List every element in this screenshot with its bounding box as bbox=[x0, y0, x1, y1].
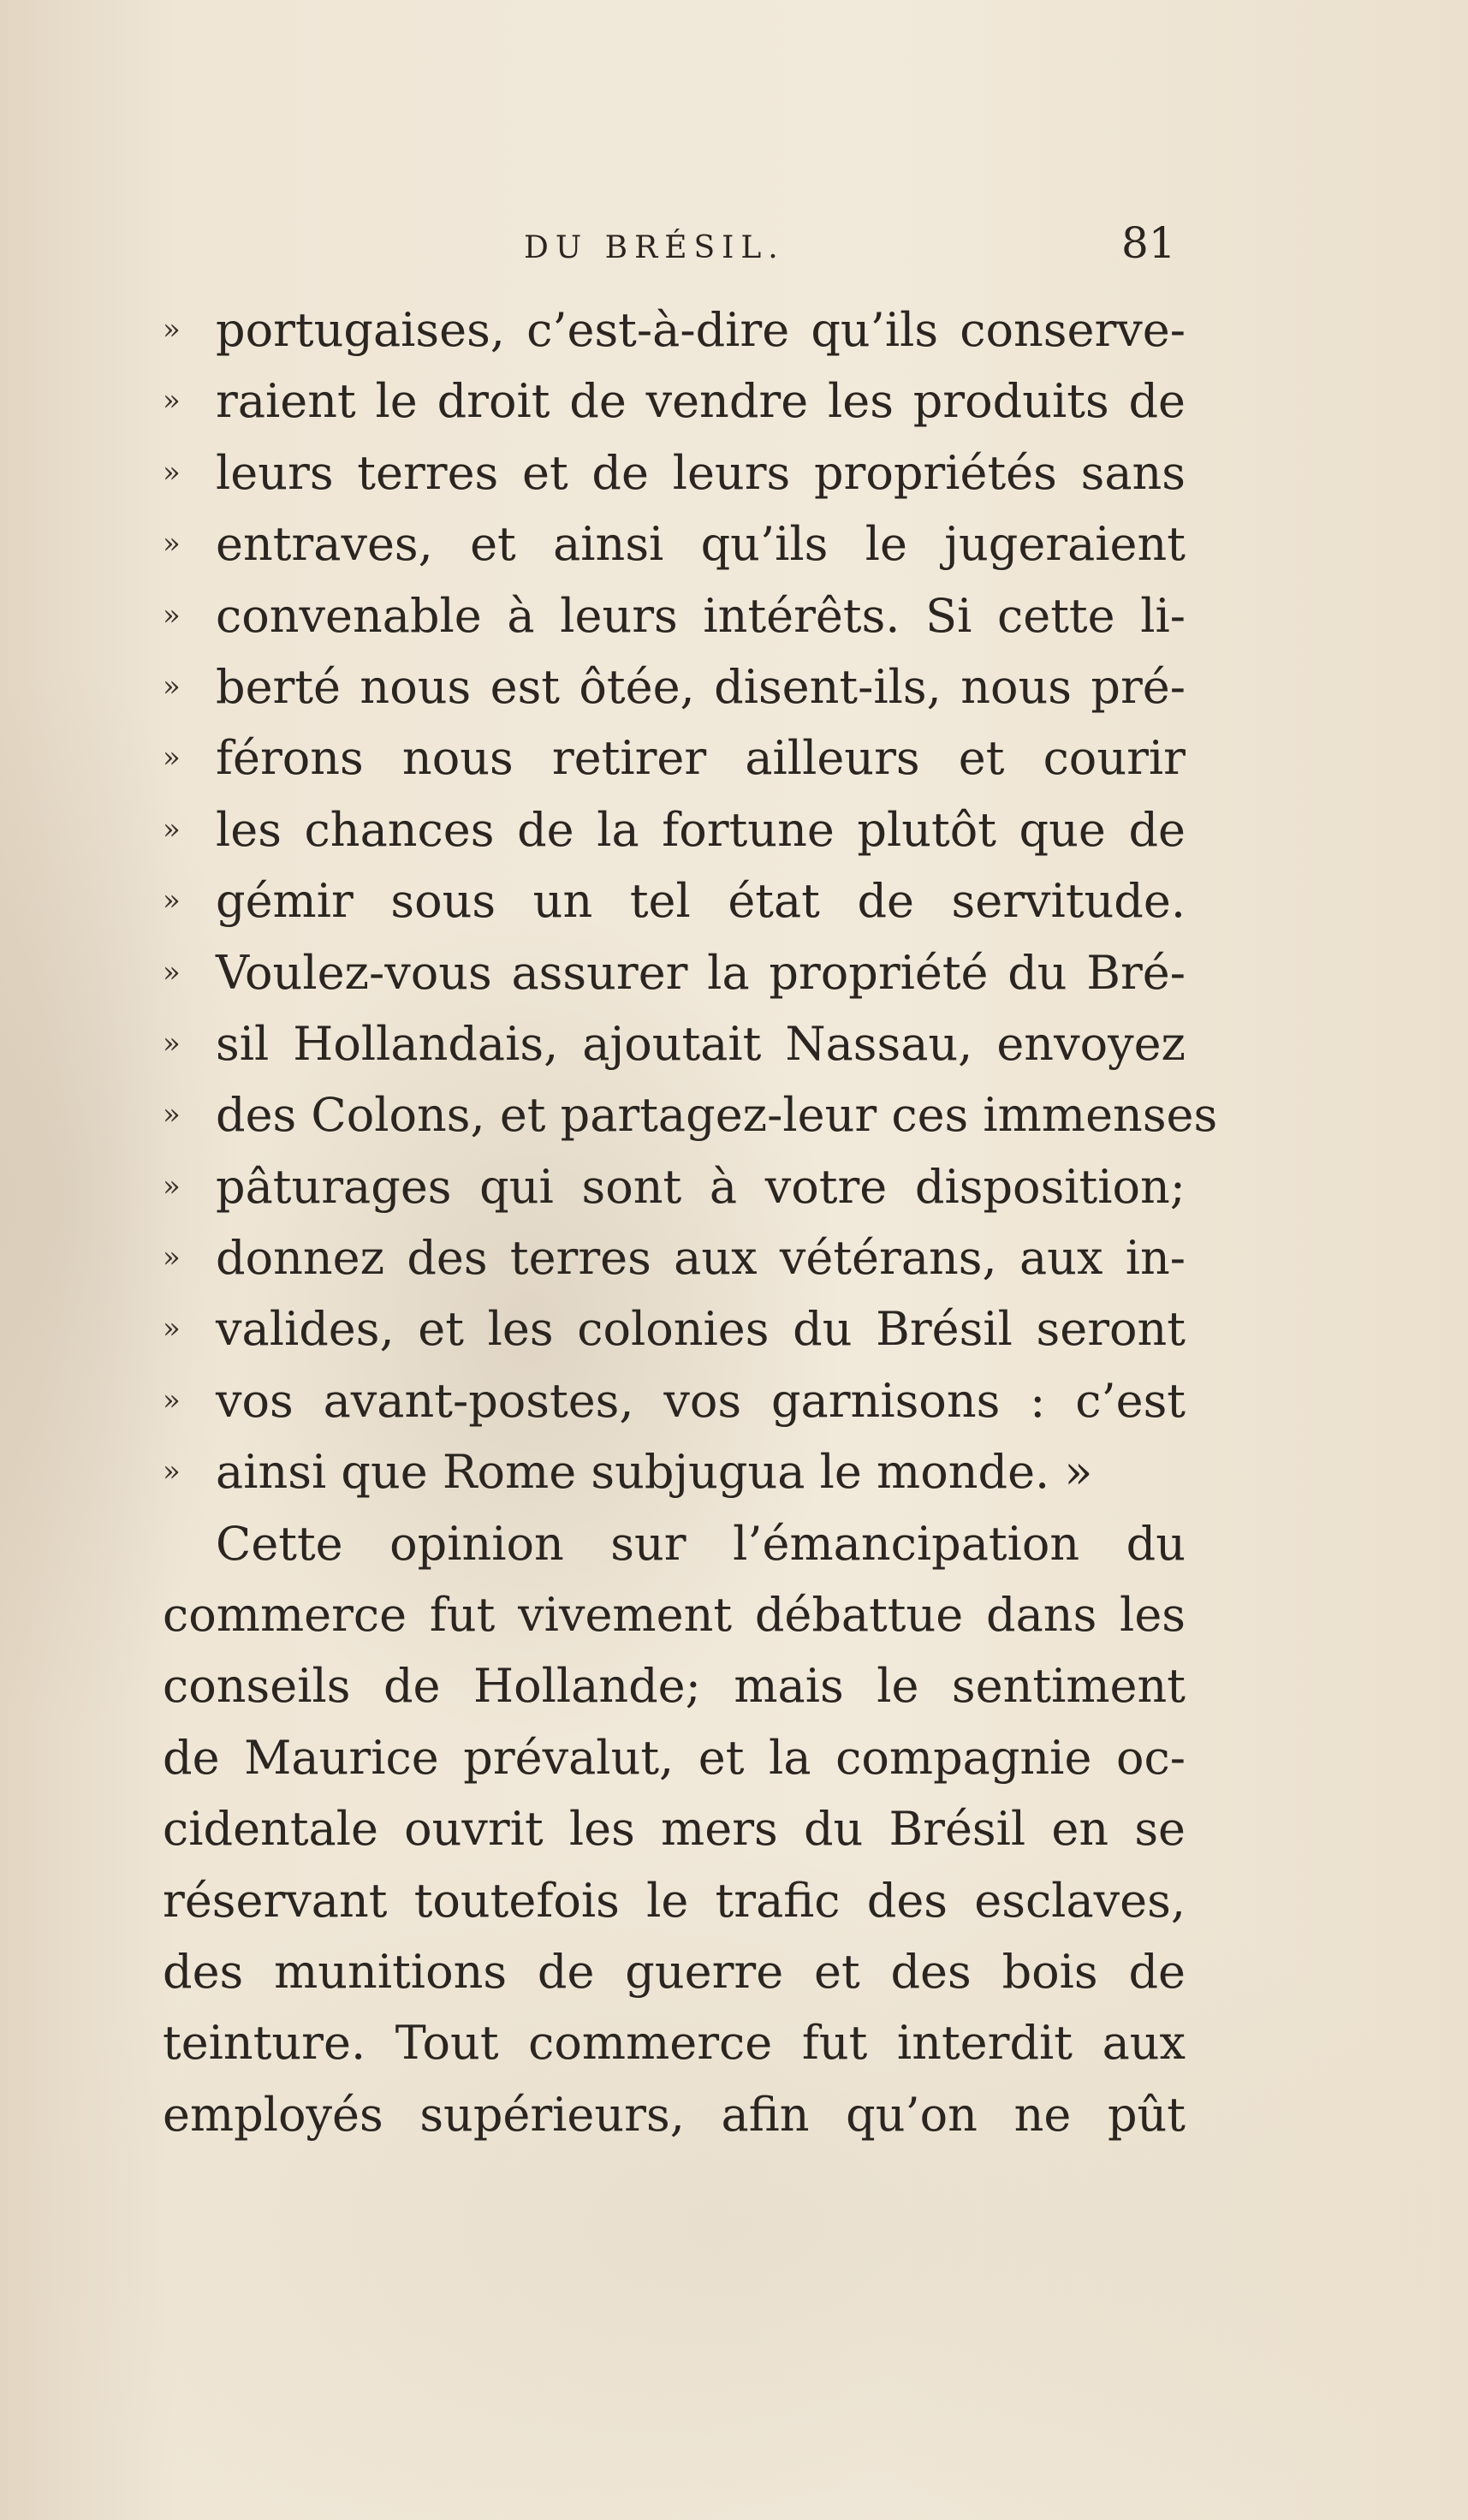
quoted-line bbox=[163, 508, 1186, 579]
quoted-line bbox=[163, 1293, 1186, 1364]
guillemet-mark: » bbox=[163, 1168, 181, 1204]
quoted-line bbox=[163, 722, 1186, 793]
guillemet-mark: » bbox=[163, 526, 181, 562]
guillemet-mark: » bbox=[163, 312, 181, 347]
quoted-line bbox=[163, 794, 1186, 865]
guillemet-mark: » bbox=[163, 883, 181, 918]
quoted-line-text: des Colons, et partagez-leur ces immenses bbox=[216, 1088, 1218, 1143]
quoted-line-text: vos avant-postes, vos garnisons : c’est bbox=[216, 1373, 1186, 1428]
guillemet-mark: » bbox=[163, 383, 181, 419]
quoted-line-text: férons nous retirer ailleurs et courir bbox=[216, 731, 1186, 786]
quoted-line-text: pâturages qui sont à votre disposition; bbox=[216, 1159, 1186, 1214]
quoted-line-text: berté nous est ôtée, disent-ils, nous pré- bbox=[216, 659, 1186, 714]
quoted-line-text: convenable à leurs intérêts. Si cette li- bbox=[216, 588, 1186, 643]
paragraph-line bbox=[163, 1793, 1186, 1864]
quoted-line bbox=[163, 1222, 1186, 1293]
quoted-line bbox=[163, 1436, 1186, 1507]
paragraph-line-text: des munitions de guerre et des bois de bbox=[163, 1944, 1186, 1999]
guillemet-mark: » bbox=[163, 1240, 181, 1275]
paragraph-line-text: de Maurice prévalut, et la compagnie oc- bbox=[163, 1730, 1186, 1785]
quoted-line-text: raient le droit de vendre les produits de bbox=[216, 374, 1186, 429]
guillemet-mark: » bbox=[163, 1311, 181, 1346]
paragraph-line-text: réservant toutefois le trafic des esclaves, bbox=[163, 1873, 1186, 1928]
quoted-line-text: sil Hollandais, ajoutait Nassau, envoyez bbox=[216, 1016, 1186, 1071]
quoted-line-text: gémir sous un tel état de servitude. bbox=[216, 874, 1186, 929]
guillemet-mark: » bbox=[163, 1025, 181, 1061]
page-number: 81 bbox=[1121, 218, 1176, 268]
quoted-line bbox=[163, 651, 1186, 722]
quoted-line bbox=[163, 865, 1186, 936]
quoted-line bbox=[163, 580, 1186, 651]
paragraph-line bbox=[163, 2007, 1186, 2078]
quoted-line-text: ainsi que Rome subjugua le monde. » bbox=[216, 1445, 1093, 1500]
quoted-line bbox=[163, 937, 1186, 1008]
quoted-line-text: Voulez-vous assurer la propriété du Bré- bbox=[216, 945, 1186, 1000]
paragraph-line bbox=[163, 1936, 1186, 2007]
guillemet-mark: » bbox=[163, 1454, 181, 1489]
paragraph-line bbox=[163, 1865, 1186, 1936]
paragraph-line bbox=[163, 1650, 1186, 1721]
paragraph-line bbox=[163, 1722, 1186, 1793]
guillemet-mark: » bbox=[163, 740, 181, 776]
quoted-line bbox=[163, 1151, 1186, 1222]
guillemet-mark: » bbox=[163, 1097, 181, 1132]
quoted-line bbox=[163, 366, 1186, 437]
page-header bbox=[0, 218, 1468, 287]
paragraph-line-text: cidentale ouvrit les mers du Brésil en se bbox=[163, 1802, 1186, 1857]
quoted-line-text: portugaises, c’est-à-dire qu’ils conserve- bbox=[216, 303, 1186, 357]
quoted-line-text: donnez des terres aux vétérans, aux in- bbox=[216, 1231, 1186, 1286]
quoted-line bbox=[163, 437, 1186, 508]
paragraph-line bbox=[163, 1579, 1186, 1650]
guillemet-mark: » bbox=[163, 669, 181, 704]
guillemet-mark: » bbox=[163, 455, 181, 490]
paragraph-line bbox=[163, 2079, 1186, 2150]
quoted-line-text: leurs terres et de leurs propriétés sans bbox=[216, 445, 1186, 500]
paragraph-line-text: Cette opinion sur l’émancipation du bbox=[216, 1516, 1186, 1571]
paragraph-line bbox=[163, 1508, 1186, 1579]
running-title: DU BRÉSIL. bbox=[524, 230, 785, 265]
guillemet-mark: » bbox=[163, 597, 181, 633]
quoted-line-text: les chances de la fortune plutôt que de bbox=[216, 802, 1186, 857]
quoted-line bbox=[163, 1365, 1186, 1436]
guillemet-mark: » bbox=[163, 954, 181, 990]
quoted-line bbox=[163, 1008, 1186, 1079]
paragraph-line-text: employés supérieurs, afin qu’on ne pût bbox=[163, 2087, 1186, 2142]
quoted-line bbox=[163, 1079, 1218, 1150]
quoted-line-text: valides, et les colonies du Brésil seront bbox=[216, 1302, 1186, 1357]
paragraph-line-text: conseils de Hollande; mais le sentiment bbox=[163, 1659, 1186, 1714]
body-text bbox=[163, 294, 1218, 2150]
paragraph-line-text: commerce fut vivement débattue dans les bbox=[163, 1588, 1186, 1643]
quoted-line-text: entraves, et ainsi qu’ils le jugeraient bbox=[216, 517, 1186, 572]
quoted-line bbox=[163, 294, 1186, 366]
paragraph-line-text: teinture. Tout commerce fut interdit aux bbox=[163, 2016, 1186, 2071]
guillemet-mark: » bbox=[163, 1382, 181, 1418]
guillemet-mark: » bbox=[163, 811, 181, 847]
